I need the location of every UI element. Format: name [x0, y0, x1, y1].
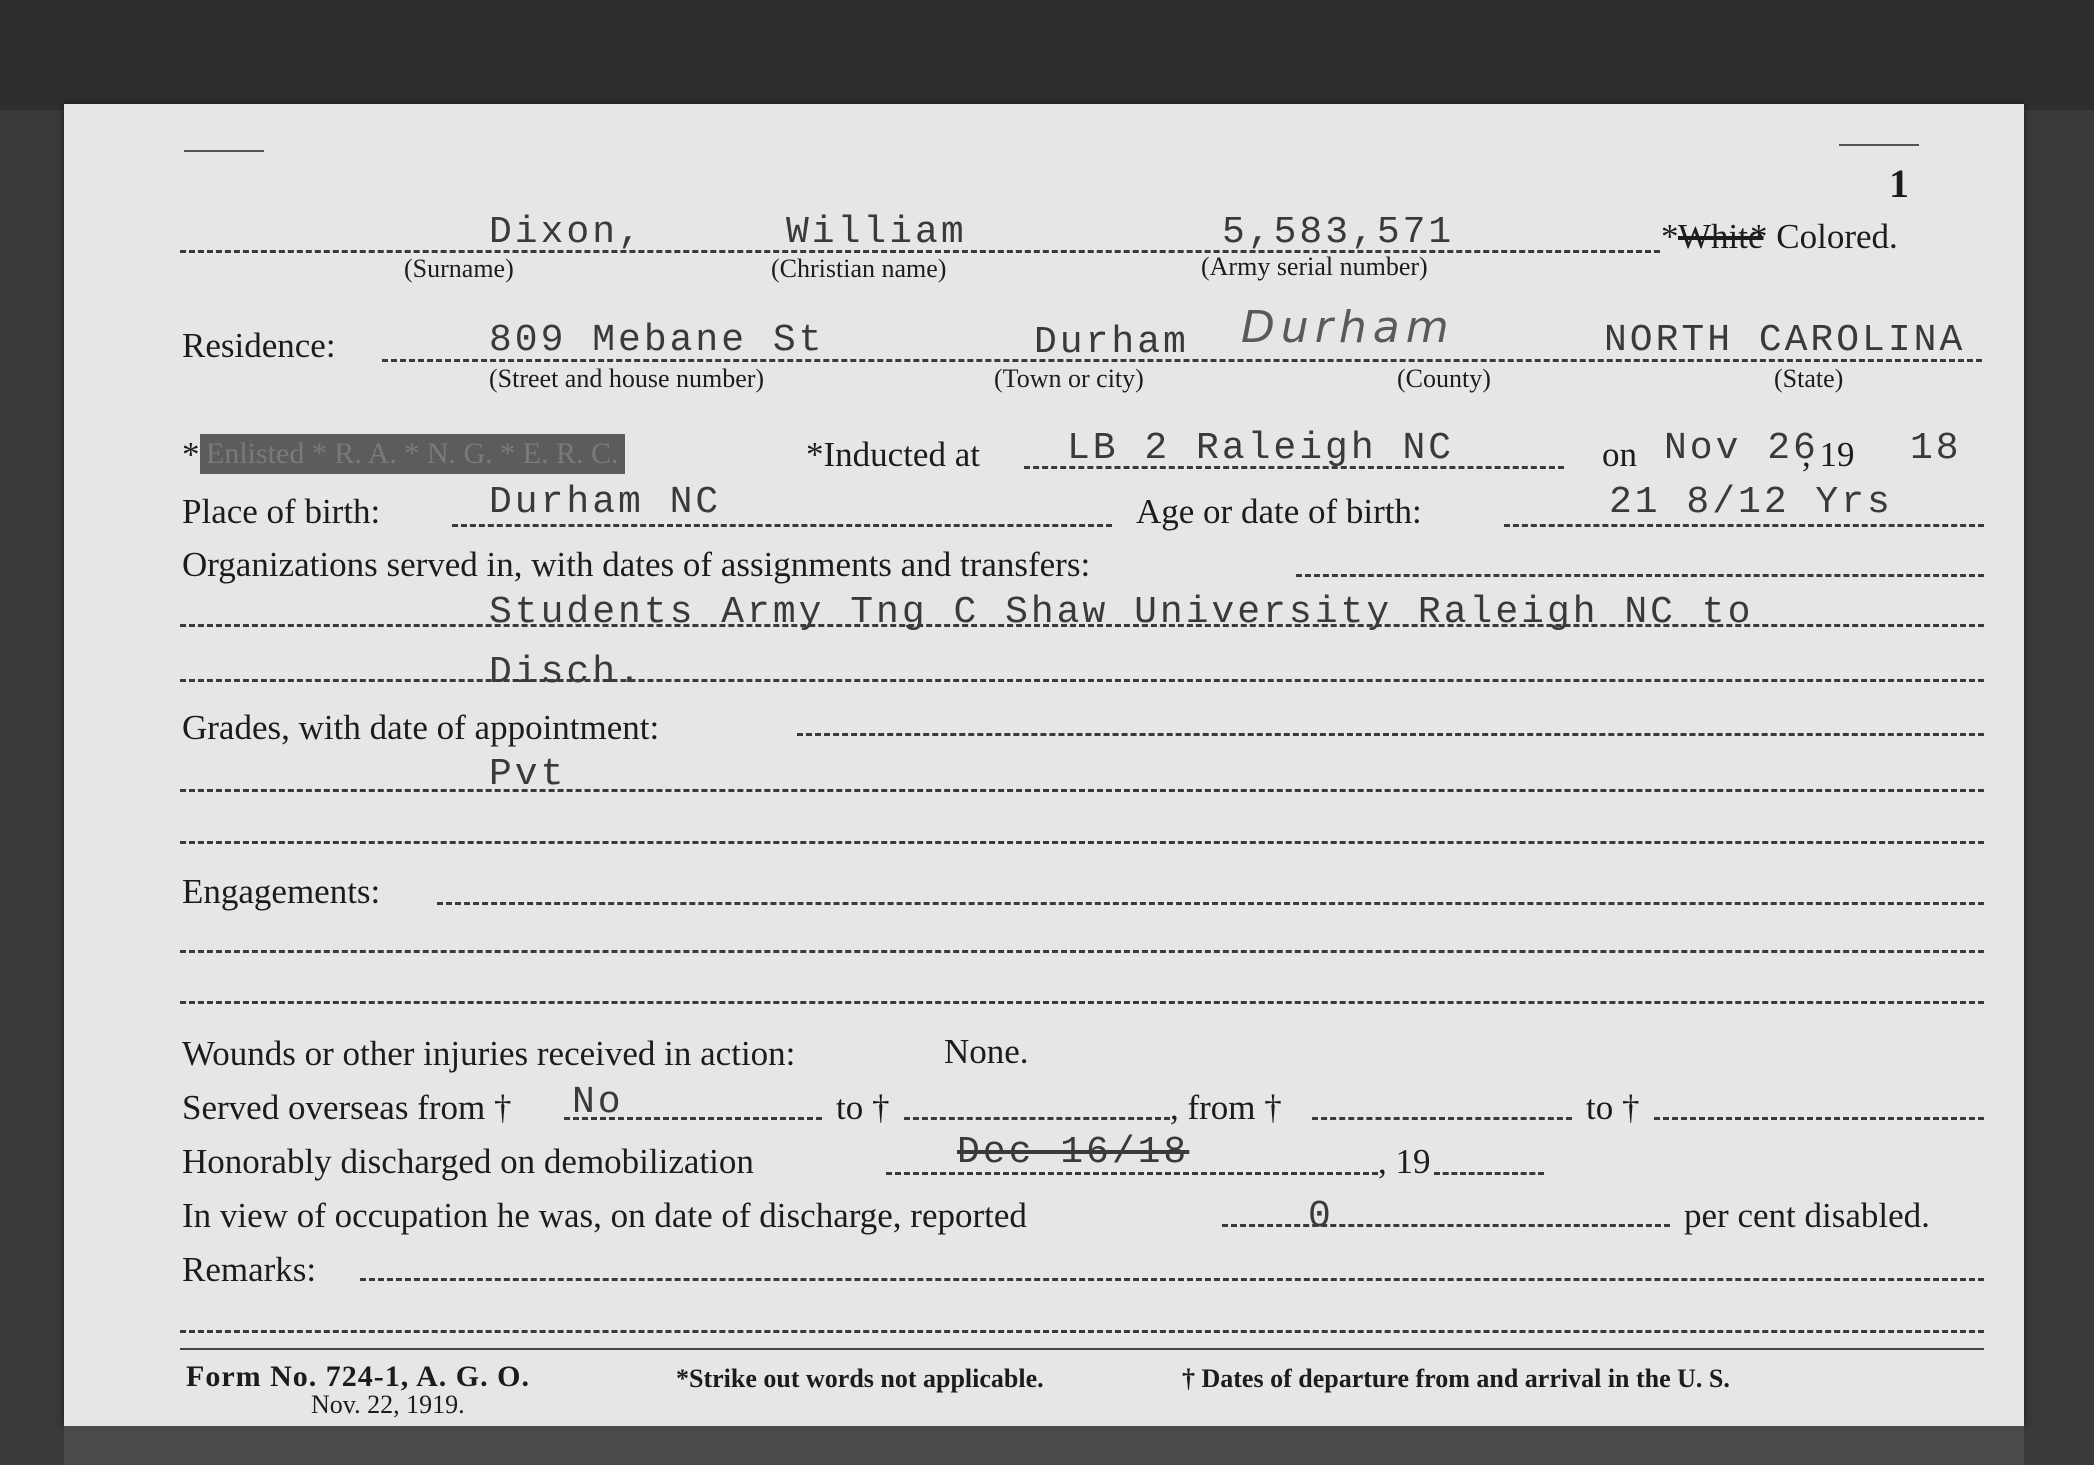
scan-bottom-edge	[64, 1426, 2024, 1465]
induction-year-value: 18	[1910, 427, 1962, 470]
state-caption: (State)	[1774, 364, 1844, 393]
disability-label: In view of occupation he was, on date of discharge, reported	[182, 1196, 1027, 1235]
top-right-rule	[1839, 144, 1919, 146]
surname-caption: (Surname)	[404, 254, 514, 283]
overseas-to-line-1	[904, 1117, 1170, 1120]
place-of-birth-label: Place of birth:	[182, 492, 381, 531]
grades-label-line	[797, 733, 1984, 736]
enlisted-struck-block: Enlisted * R. A. * N. G. * E. R. C.	[200, 434, 625, 474]
wounds-label: Wounds or other injuries received in action:	[182, 1034, 796, 1073]
on-label: on	[1602, 435, 1637, 474]
discharge-label: Honorably discharged on demobilization	[182, 1142, 754, 1181]
organizations-line-2	[180, 679, 1984, 682]
disability-suffix: per cent disabled.	[1684, 1196, 1930, 1235]
residence-label: Residence:	[182, 326, 336, 365]
christian-name-value: William	[786, 211, 967, 254]
town-caption: (Town or city)	[994, 364, 1144, 393]
street-caption: (Street and house number)	[489, 364, 765, 393]
inducted-at-value: LB 2 Raleigh NC	[1067, 427, 1455, 470]
top-left-rule	[184, 150, 264, 152]
disability-line	[1222, 1224, 1670, 1227]
organizations-value-1: Students Army Tng C Shaw University Raleigh NC to	[489, 591, 1754, 634]
organizations-value-2: Disch.	[489, 651, 644, 694]
overseas-to-2: to †	[1586, 1088, 1640, 1127]
overseas-from-value: No	[572, 1081, 624, 1124]
grades-line-1	[180, 789, 1984, 792]
remarks-line-1	[360, 1278, 1984, 1281]
overseas-from-2: , from †	[1170, 1088, 1282, 1127]
footnote-dates: † Dates of departure from and arrival in the U. S.	[1182, 1364, 1730, 1393]
year-prefix: , 19	[1802, 435, 1855, 474]
overseas-to-line-2	[1654, 1117, 1984, 1120]
organizations-label: Organizations served in, with dates of assignments and transfers:	[182, 545, 1091, 584]
discharge-year-line	[1434, 1172, 1544, 1175]
discharge-year-prefix: , 19	[1378, 1142, 1431, 1181]
footnote-strike: *Strike out words not applicable.	[676, 1364, 1044, 1393]
grades-value: Pvt	[489, 753, 567, 796]
inducted-label: *Inducted at	[806, 435, 980, 474]
induction-star: *	[182, 435, 200, 474]
form-date: Nov. 22, 1919.	[311, 1390, 465, 1419]
serial-caption: (Army serial number)	[1201, 252, 1428, 281]
surname-value: Dixon,	[489, 211, 644, 254]
white-struck: White	[1678, 217, 1764, 256]
christian-caption: (Christian name)	[771, 254, 947, 283]
place-of-birth-value: Durham NC	[489, 481, 722, 524]
overseas-from-line	[564, 1117, 822, 1120]
street-value: 809 Mebane St	[489, 319, 825, 362]
organizations-label-line	[1296, 574, 1984, 577]
grades-line-2	[180, 841, 1984, 844]
remarks-label: Remarks:	[182, 1250, 317, 1289]
county-caption: (County)	[1397, 364, 1491, 393]
form-number: Form No. 724-1, A. G. O.	[186, 1360, 530, 1393]
engagements-label: Engagements:	[182, 872, 381, 911]
age-value: 21 8/12 Yrs	[1609, 481, 1893, 524]
footer-rule	[180, 1348, 1984, 1350]
disability-value: 0	[1308, 1195, 1334, 1238]
age-label: Age or date of birth:	[1136, 492, 1422, 531]
scan-background	[0, 0, 2094, 110]
engagements-line-2	[180, 950, 1984, 953]
induction-date-value: Nov 26	[1664, 427, 1819, 470]
engagements-line-3	[180, 1001, 1984, 1004]
serial-number-value: 5,583,571	[1222, 211, 1455, 254]
wounds-value: None.	[944, 1032, 1029, 1071]
age-line	[1504, 524, 1984, 527]
overseas-from-line-2	[1312, 1117, 1572, 1120]
state-value: NORTH CAROLINA	[1604, 319, 1966, 362]
place-of-birth-line	[452, 524, 1112, 527]
remarks-line-2	[180, 1330, 1984, 1333]
star-mark: *	[1661, 217, 1679, 256]
card-number: 1	[1889, 161, 1909, 206]
town-value: Durham	[1034, 321, 1189, 364]
colored-label: * Colored.	[1750, 217, 1898, 256]
discharge-date-value: Dec 16/18	[957, 1131, 1190, 1174]
engagements-line-1	[437, 902, 1984, 905]
overseas-to-1: to †	[836, 1088, 890, 1127]
service-record-card	[64, 104, 2024, 1426]
county-value: Durham	[1241, 302, 1455, 353]
overseas-label: Served overseas from †	[182, 1088, 512, 1127]
grades-label: Grades, with date of appointment:	[182, 708, 660, 747]
